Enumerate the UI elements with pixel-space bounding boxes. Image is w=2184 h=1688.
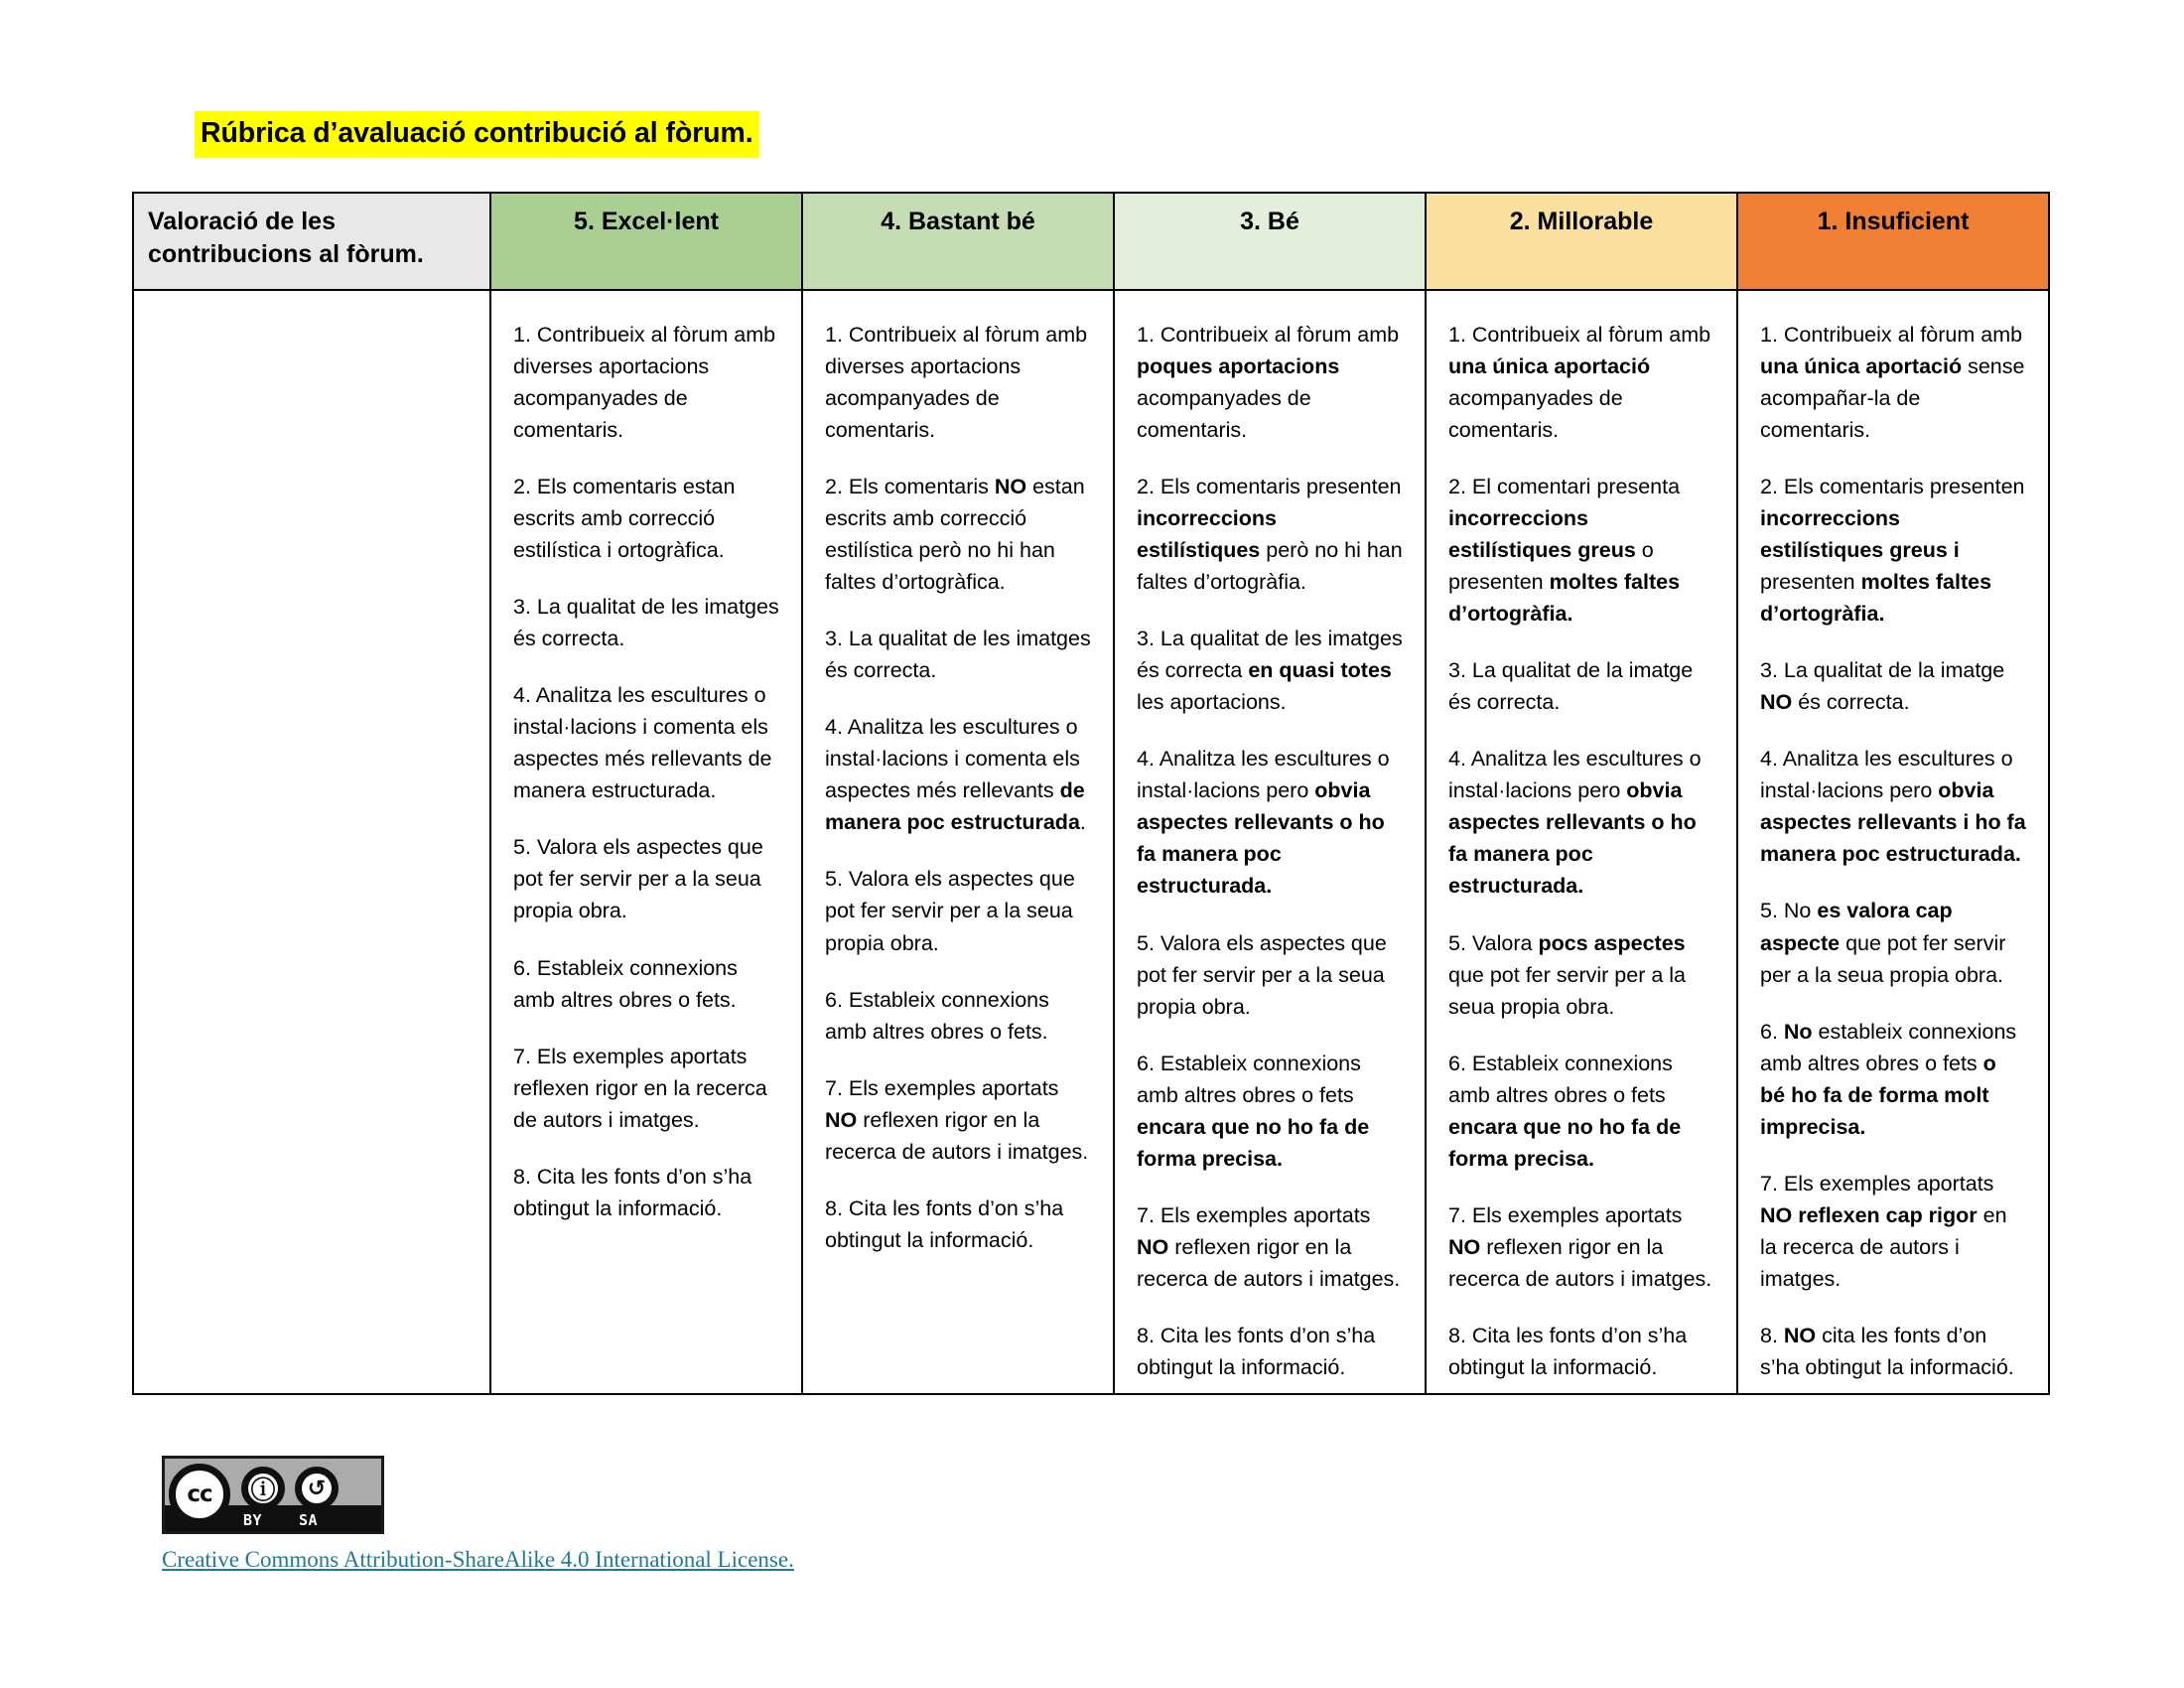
criteria-item: 3. La qualitat de les imatges és correcta.: [513, 595, 779, 651]
header-label-level-4: 4. Bastant bé: [881, 208, 1035, 235]
criteria-item: 5. No es valora cap aspecte que pot fer servir per a la seua propia obra.: [1760, 899, 2006, 987]
page-title: Rúbrica d’avaluació contribució al fòrum.: [195, 111, 759, 158]
criteria-item: 8. Cita les fonts d’on s’ha obtingut la informació.: [1448, 1323, 1688, 1379]
header-label-level-5: 5. Excel·lent: [574, 208, 719, 235]
criteria-item: 5. Valora els aspectes que pot fer servir per a la seua propia obra.: [513, 835, 763, 923]
criteria-item: 1. Contribueix al fòrum amb diverses aportacions acompanyades de comentaris.: [825, 323, 1088, 443]
criteria-item: 1. Contribueix al fòrum amb poques aportacions acompanyades de comentaris.: [1137, 323, 1400, 443]
criteria-item: 7. Els exemples aportats NO reflexen rigor en la recerca de autors i imatges.: [1137, 1202, 1401, 1291]
criteria-item: 4. Analitza les escultures o instal·lacions pero obvia aspectes rellevants o ho fa manera poc estructurada.: [1137, 747, 1390, 899]
criteria-item: 5. Valora els aspectes que pot fer servir per a la seua propia obra.: [1137, 930, 1387, 1019]
body-cell-level-4: [802, 290, 1114, 1394]
criteria-item: 6. Estableix connexions amb altres obres o fets.: [513, 955, 738, 1012]
criteria-item: 4. Analitza les escultures o instal·lacions i comenta els aspectes més rellevants de manera poc estructurada.: [825, 715, 1086, 835]
header-cell-level-3: [1114, 193, 1426, 290]
criteria-item: 6. No estableix connexions amb altres obres o fets o bé ho fa de forma molt imprecisa.: [1760, 1019, 2017, 1139]
badge-label-sa: SA: [299, 1511, 319, 1529]
row-label-text: Valoració de les contribucions al fòrum.: [148, 208, 424, 268]
badge-label-by: BY: [243, 1511, 263, 1529]
share-alike-icon: ↺: [295, 1467, 339, 1510]
criteria-item: 4. Analitza les escultures o instal·lacions pero obvia aspectes rellevants o ho fa manera poc estructurada.: [1448, 747, 1702, 899]
criteria-item: 2. Els comentaris estan escrits amb correcció estilística i ortogràfica.: [513, 475, 736, 563]
criteria-item: 5. Valora pocs aspectes que pot fer servir per a la seua propia obra.: [1448, 930, 1687, 1019]
attribution-person-icon: ⓘ: [241, 1467, 285, 1510]
rubric-table: [132, 192, 2050, 1395]
criteria-item: 8. Cita les fonts d’on s’ha obtingut la informació.: [1137, 1323, 1376, 1379]
header-cell-level-1: [1737, 193, 2049, 290]
criteria-item: 1. Contribueix al fòrum amb una única aportació sense acompañar-la de comentaris.: [1760, 323, 2025, 443]
header-label-level-1: 1. Insuficient: [1817, 208, 1970, 235]
license-link[interactable]: Creative Commons Attribution-ShareAlike 4.0 International License.: [162, 1547, 794, 1572]
body-cell-level-3: [1114, 290, 1426, 1394]
body-cell-level-1: [1737, 290, 2049, 1394]
header-cell-row-label: [133, 193, 490, 290]
criteria-list-level-1: [1738, 291, 2048, 1393]
header-label-level-2: 2. Millorable: [1509, 208, 1654, 235]
criteria-item: 2. Els comentaris NO estan escrits amb correcció estilística però no hi han faltes d’ortogràfica.: [825, 475, 1085, 595]
criteria-item: 1. Contribueix al fòrum amb una única aportació acompanyades de comentaris.: [1448, 323, 1711, 443]
criteria-item: 1. Contribueix al fòrum amb diverses aportacions acompanyades de comentaris.: [513, 323, 776, 443]
criteria-list-level-2: [1427, 291, 1736, 1393]
body-cell-level-2: [1426, 290, 1737, 1394]
criteria-item: 8. NO cita les fonts d’on s’ha obtingut la informació.: [1760, 1323, 2014, 1379]
criteria-item: 4. Analitza les escultures o instal·lacions pero obvia aspectes rellevants i ho fa manera poc estructurada.: [1760, 747, 2026, 867]
criteria-item: 3. La qualitat de les imatges és correcta.: [825, 627, 1091, 683]
criteria-list-level-5: [491, 291, 801, 1234]
cc-logo-icon: cc: [169, 1464, 230, 1525]
criteria-item: 8. Cita les fonts d’on s’ha obtingut la informació.: [513, 1164, 752, 1220]
creative-commons-badge-icon[interactable]: [162, 1456, 384, 1534]
criteria-item: 7. Els exemples aportats NO reflexen rigor en la recerca de autors i imatges.: [825, 1075, 1089, 1164]
criteria-item: 7. Els exemples aportats reflexen rigor en la recerca de autors i imatges.: [513, 1044, 767, 1132]
criteria-item: 8. Cita les fonts d’on s’ha obtingut la informació.: [825, 1196, 1064, 1252]
criteria-item: 2. Els comentaris presenten incorreccions estilístiques greus i presenten moltes faltes d’ortogràfia.: [1760, 475, 2025, 627]
body-cell-level-5: [490, 290, 802, 1394]
criteria-item: 3. La qualitat de la imatge és correcta.: [1448, 658, 1694, 715]
document-title-container: [195, 111, 759, 158]
header-cell-level-4: [802, 193, 1114, 290]
criteria-item: 5. Valora els aspectes que pot fer servir per a la seua propia obra.: [825, 867, 1075, 955]
criteria-item: 7. Els exemples aportats NO reflexen rigor en la recerca de autors i imatges.: [1448, 1202, 1712, 1291]
criteria-item: 3. La qualitat de les imatges és correcta en quasi totes les aportacions.: [1137, 627, 1403, 715]
criteria-item: 2. El comentari presenta incorreccions estilístiques greus o presenten moltes faltes d’ortogràfia.: [1448, 475, 1681, 627]
body-cell-row-label: [133, 290, 490, 1394]
table-body-row: [133, 290, 2049, 1394]
criteria-item: 3. La qualitat de la imatge NO és correcta.: [1760, 658, 2005, 715]
table-header-row: [133, 193, 2049, 290]
header-cell-level-5: [490, 193, 802, 290]
license-footer: [162, 1456, 794, 1573]
criteria-list-level-4: [803, 291, 1113, 1266]
criteria-list-level-3: [1115, 291, 1425, 1393]
criteria-item: 7. Els exemples aportats NO reflexen cap rigor en la recerca de autors i imatges.: [1760, 1171, 2007, 1291]
criteria-item: 6. Estableix connexions amb altres obres o fets encara que no ho fa de forma precisa.: [1448, 1051, 1682, 1171]
criteria-item: 4. Analitza les escultures o instal·lacions i comenta els aspectes més rellevants de manera estructurada.: [513, 683, 772, 803]
criteria-item: 6. Estableix connexions amb altres obres o fets encara que no ho fa de forma precisa.: [1137, 1051, 1370, 1171]
header-label-level-3: 3. Bé: [1240, 208, 1299, 235]
header-cell-level-2: [1426, 193, 1737, 290]
criteria-item: 2. Els comentaris presenten incorreccions estilístiques però no hi han faltes d’ortogràfia.: [1137, 475, 1403, 595]
criteria-item: 6. Estableix connexions amb altres obres o fets.: [825, 987, 1049, 1044]
